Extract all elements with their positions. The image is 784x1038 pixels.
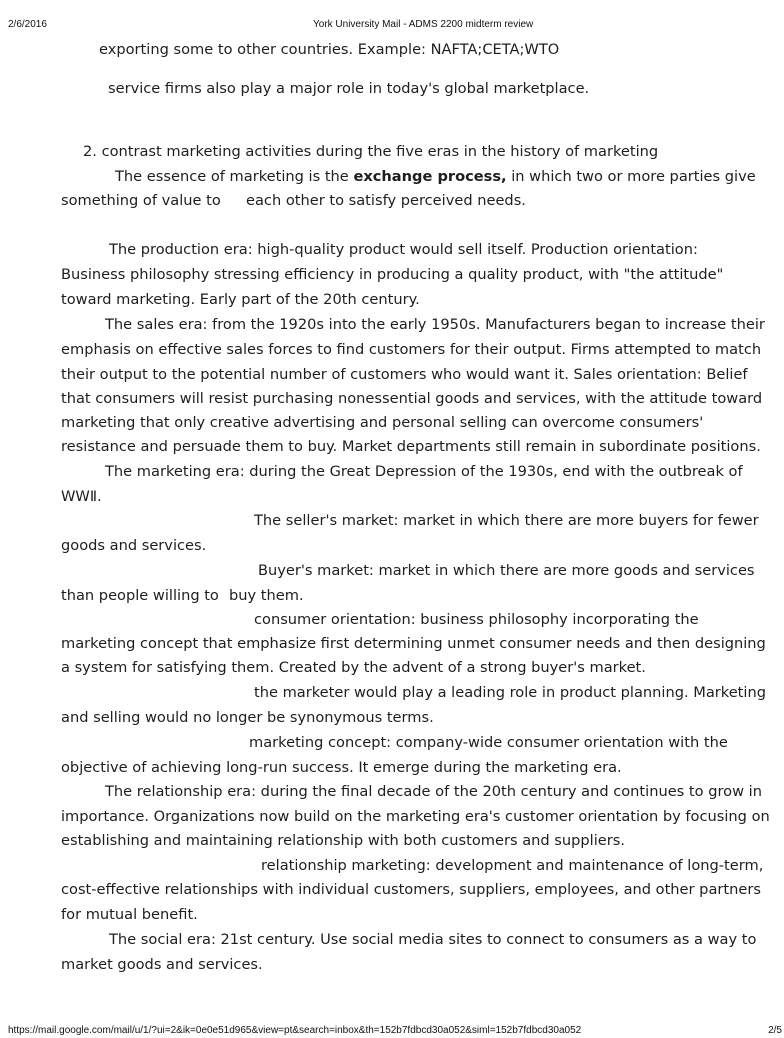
text-line: emphasis on effective sales forces to find customers for their output. Firms attempted to match bbox=[61, 341, 762, 358]
text-span: The essence of marketing is the bbox=[115, 168, 354, 185]
text-line: Business philosophy stressing efficiency in producing a quality product, with "the attitude" bbox=[61, 266, 724, 283]
page-number: 2/5 bbox=[768, 1025, 782, 1036]
text-line: relationship marketing: development and maintenance of long-term, bbox=[261, 857, 764, 874]
text-line: establishing and maintaining relationship with both customers and suppliers. bbox=[61, 832, 626, 849]
text-line: cost-effective relationships with individual customers, suppliers, employees, and other partners bbox=[61, 881, 761, 898]
text-line: The relationship era: during the final decade of the 20th century and continues to grow in bbox=[105, 783, 762, 800]
text-line: The sales era: from the 1920s into the early 1950s. Manufacturers began to increase their bbox=[105, 316, 765, 333]
text-line: The production era: high-quality product would sell itself. Production orientation: bbox=[109, 241, 698, 258]
text-line: that consumers will resist purchasing nonessential goods and services, with the attitude toward bbox=[61, 390, 763, 407]
text-line: resistance and persuade them to buy. Market departments still remain in subordinate positions. bbox=[61, 438, 761, 455]
text-line bbox=[115, 168, 756, 186]
text-line: something of value to bbox=[61, 192, 221, 209]
bold-term: exchange process, bbox=[353, 168, 507, 185]
text-line: toward marketing. Early part of the 20th century. bbox=[61, 291, 420, 308]
text-line: marketing concept that emphasize first determining unmet consumer needs and then designing bbox=[61, 635, 766, 652]
text-line: The seller's market: market in which there are more buyers for fewer bbox=[254, 512, 759, 529]
text-line: consumer orientation: business philosophy incorporating the bbox=[254, 611, 699, 628]
text-line: marketing that only creative advertising and personal selling can overcome consumers' bbox=[61, 414, 704, 431]
text-line: The social era: 21st century. Use social media sites to connect to consumers as a way to bbox=[109, 931, 757, 948]
text-span: in which two or more parties give bbox=[506, 168, 756, 185]
text-line: for mutual benefit. bbox=[61, 906, 198, 923]
text-line: and selling would no longer be synonymous terms. bbox=[61, 709, 434, 726]
print-url: https://mail.google.com/mail/u/1/?ui=2&ik=0e0e51d965&view=pt&search=inbox&th=152b7fdbcd30a052&siml=152b7fdbcd30a052 bbox=[8, 1025, 582, 1036]
text-line: 2. contrast marketing activities during the five eras in the history of marketing bbox=[83, 143, 659, 160]
text-line: WWⅡ. bbox=[61, 488, 102, 505]
text-line: The marketing era: during the Great Depression of the 1930s, end with the outbreak of bbox=[105, 463, 743, 480]
text-line: service firms also play a major role in today's global marketplace. bbox=[108, 80, 590, 97]
text-line: their output to the potential number of customers who would want it. Sales orientation: Belief bbox=[61, 366, 748, 383]
print-date: 2/6/2016 bbox=[8, 19, 47, 30]
text-line: buy them. bbox=[229, 587, 304, 604]
text-line: each other to satisfy perceived needs. bbox=[246, 192, 526, 209]
text-line: Buyer's market: market in which there are more goods and services bbox=[258, 562, 755, 579]
text-line: exporting some to other countries. Example: NAFTA;CETA;WTO bbox=[99, 41, 560, 58]
text-line: than people willing to bbox=[61, 587, 219, 604]
print-page-title: York University Mail - ADMS 2200 midterm review bbox=[313, 19, 534, 30]
text-line: objective of achieving long-run success. It emerge during the marketing era. bbox=[61, 759, 622, 776]
text-line: a system for satisfying them. Created by the advent of a strong buyer's market. bbox=[61, 659, 646, 676]
text-line: market goods and services. bbox=[61, 956, 263, 973]
text-line: goods and services. bbox=[61, 537, 207, 554]
text-line: the marketer would play a leading role in product planning. Marketing bbox=[254, 684, 766, 701]
text-line: importance. Organizations now build on the marketing era's customer orientation by focusing on bbox=[61, 808, 770, 825]
text-line: marketing concept: company-wide consumer orientation with the bbox=[249, 734, 728, 751]
